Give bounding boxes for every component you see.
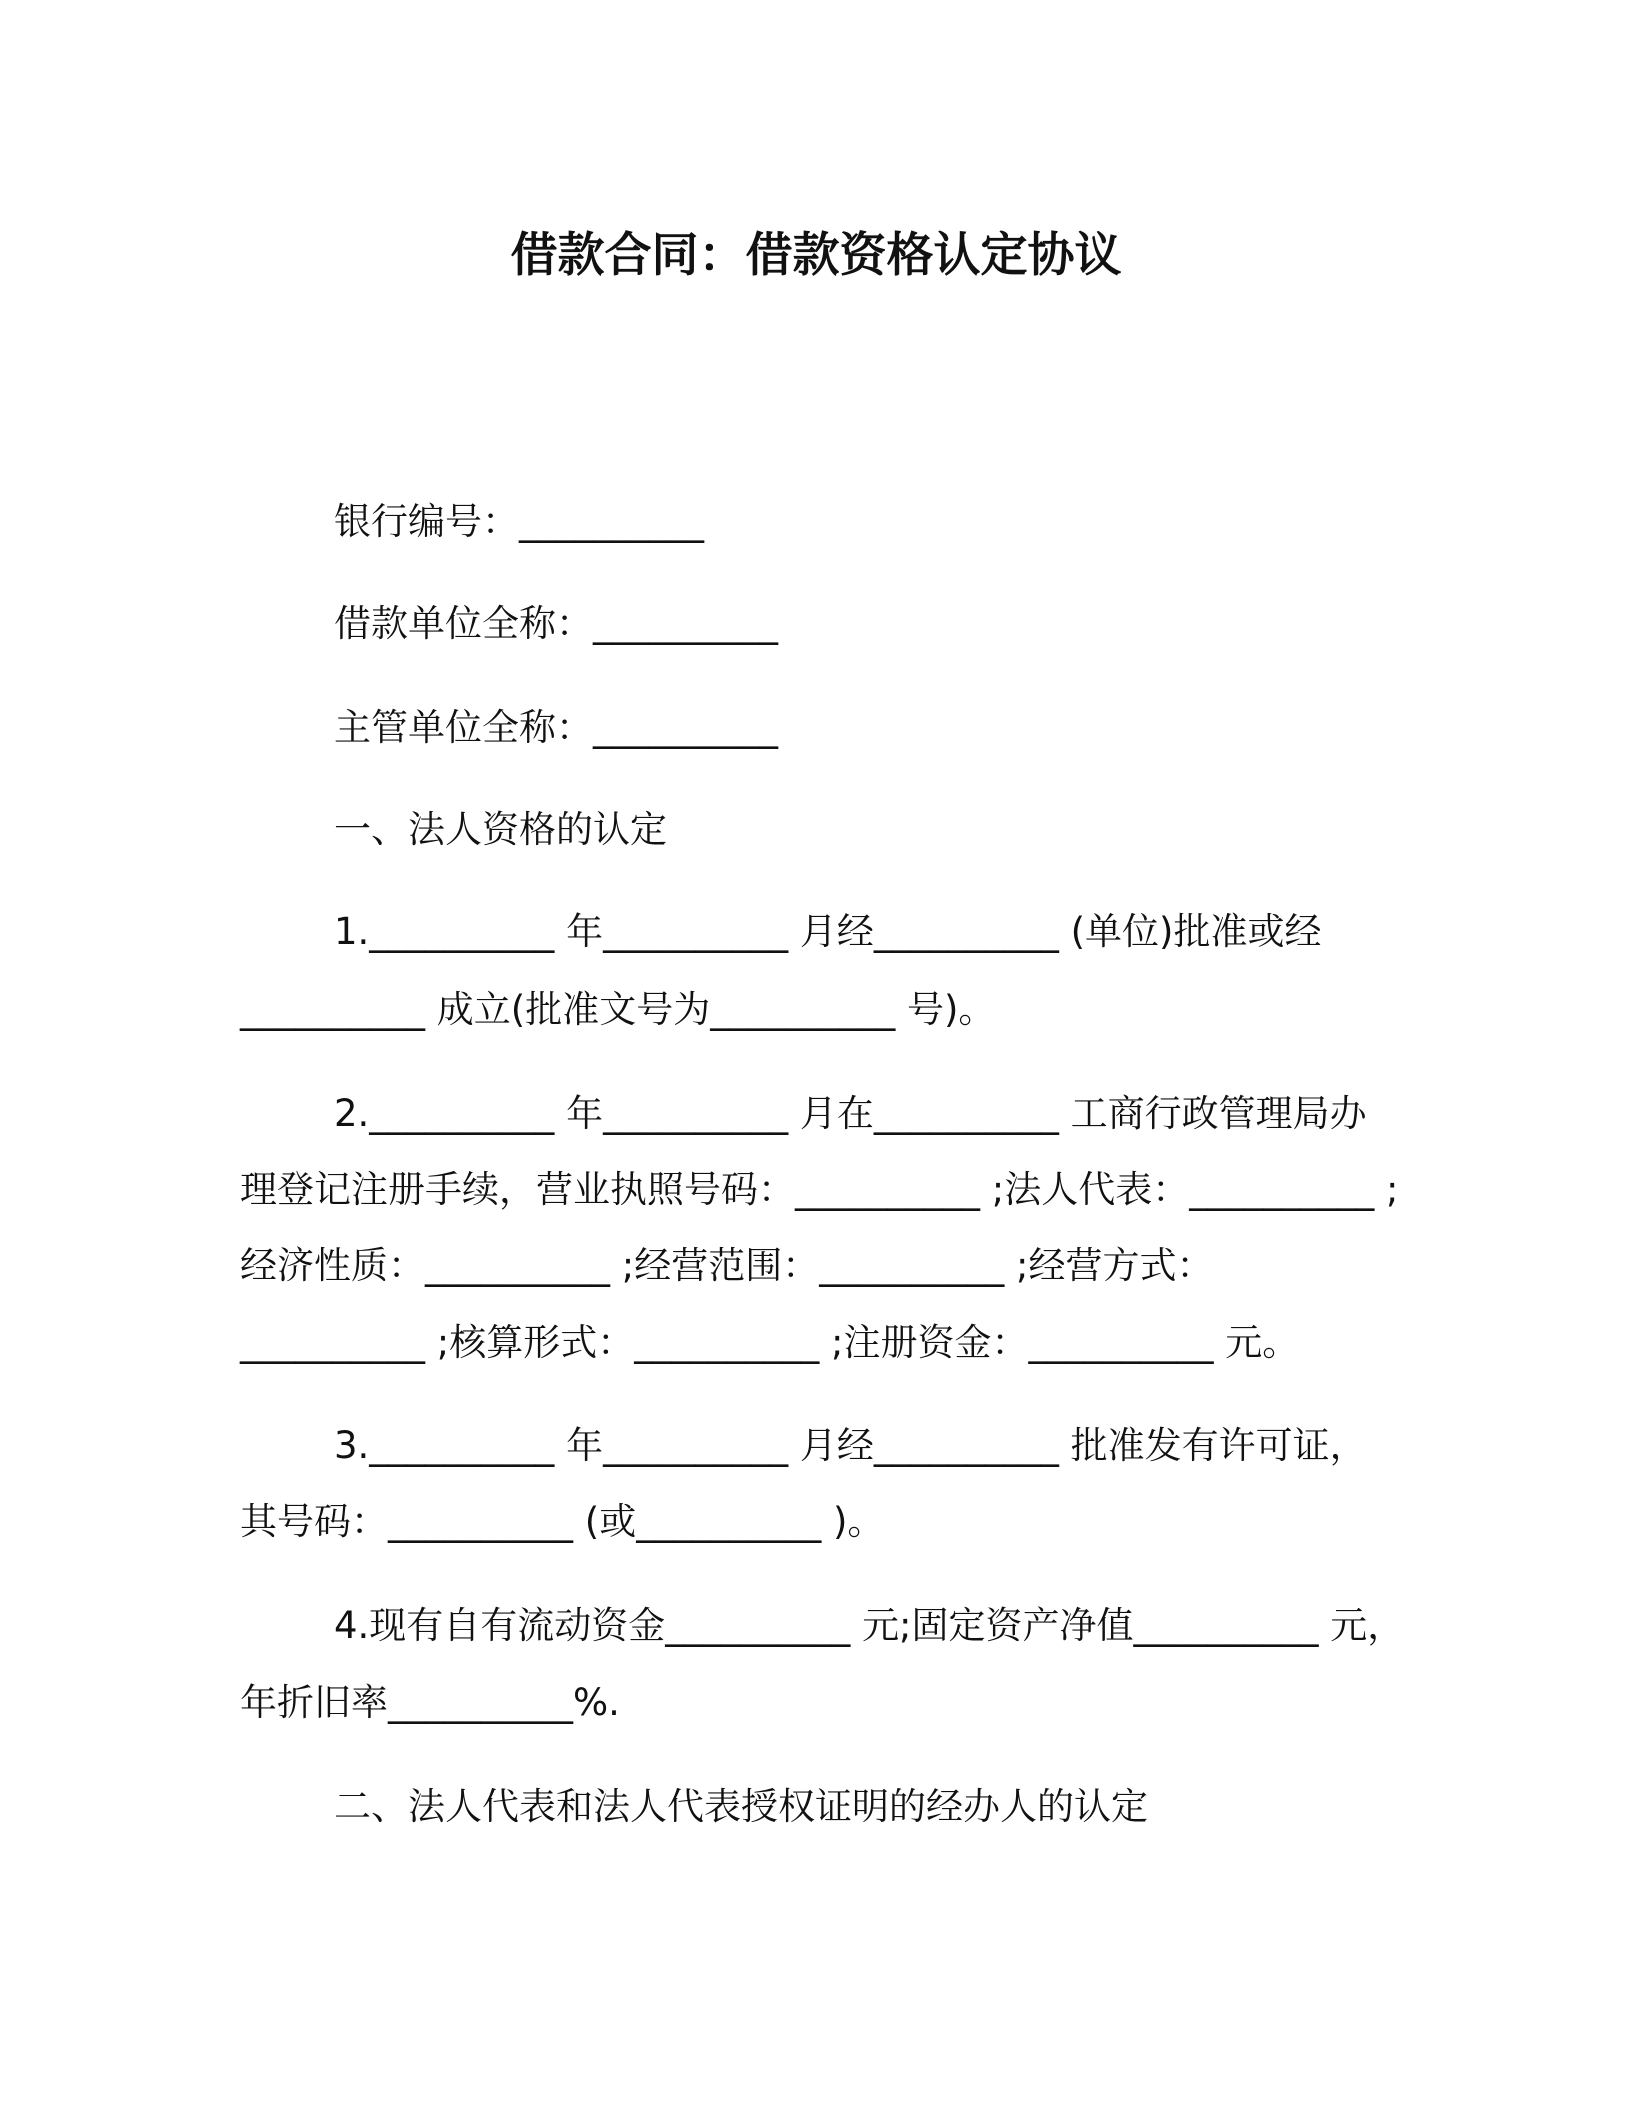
document-title: 借款合同：借款资格认定协议: [510, 228, 1122, 283]
clause-4-line-2: 年折旧率__________%.: [240, 1681, 620, 1724]
clause-1-line-2: __________ 成立(批准文号为__________ 号)。: [240, 988, 996, 1031]
clause-4-line-1: 4.现有自有流动资金__________ 元;固定资产净值__________ 元，: [334, 1604, 1405, 1647]
clause-1-line-1: 1.__________ 年__________ 月经__________ (单位)批准或经: [334, 910, 1322, 953]
section-one-heading: 一、法人资格的认定: [334, 808, 667, 851]
clause-2-line-2: 理登记注册手续，营业执照号码：__________ ;法人代表：__________ ;: [240, 1168, 1399, 1211]
borrower-name-line: 借款单位全称：__________: [334, 602, 778, 645]
supervisor-name-line: 主管单位全称：__________: [334, 706, 778, 749]
section-two-heading: 二、法人代表和法人代表授权证明的经办人的认定: [334, 1785, 1148, 1828]
clause-3-line-1: 3.__________ 年__________ 月经__________ 批准发有许可证，: [334, 1424, 1367, 1467]
bank-number-line: 银行编号：__________: [334, 500, 704, 543]
clause-2-line-3: 经济性质：__________ ;经营范围：__________ ;经营方式：: [240, 1244, 1214, 1287]
clause-3-line-2: 其号码：__________ (或__________ )。: [240, 1500, 885, 1543]
clause-2-line-4: __________ ;核算形式：__________ ;注册资金：__________ 元。: [240, 1321, 1300, 1364]
clause-2-line-1: 2.__________ 年__________ 月在__________ 工商行政管理局办: [334, 1092, 1367, 1135]
